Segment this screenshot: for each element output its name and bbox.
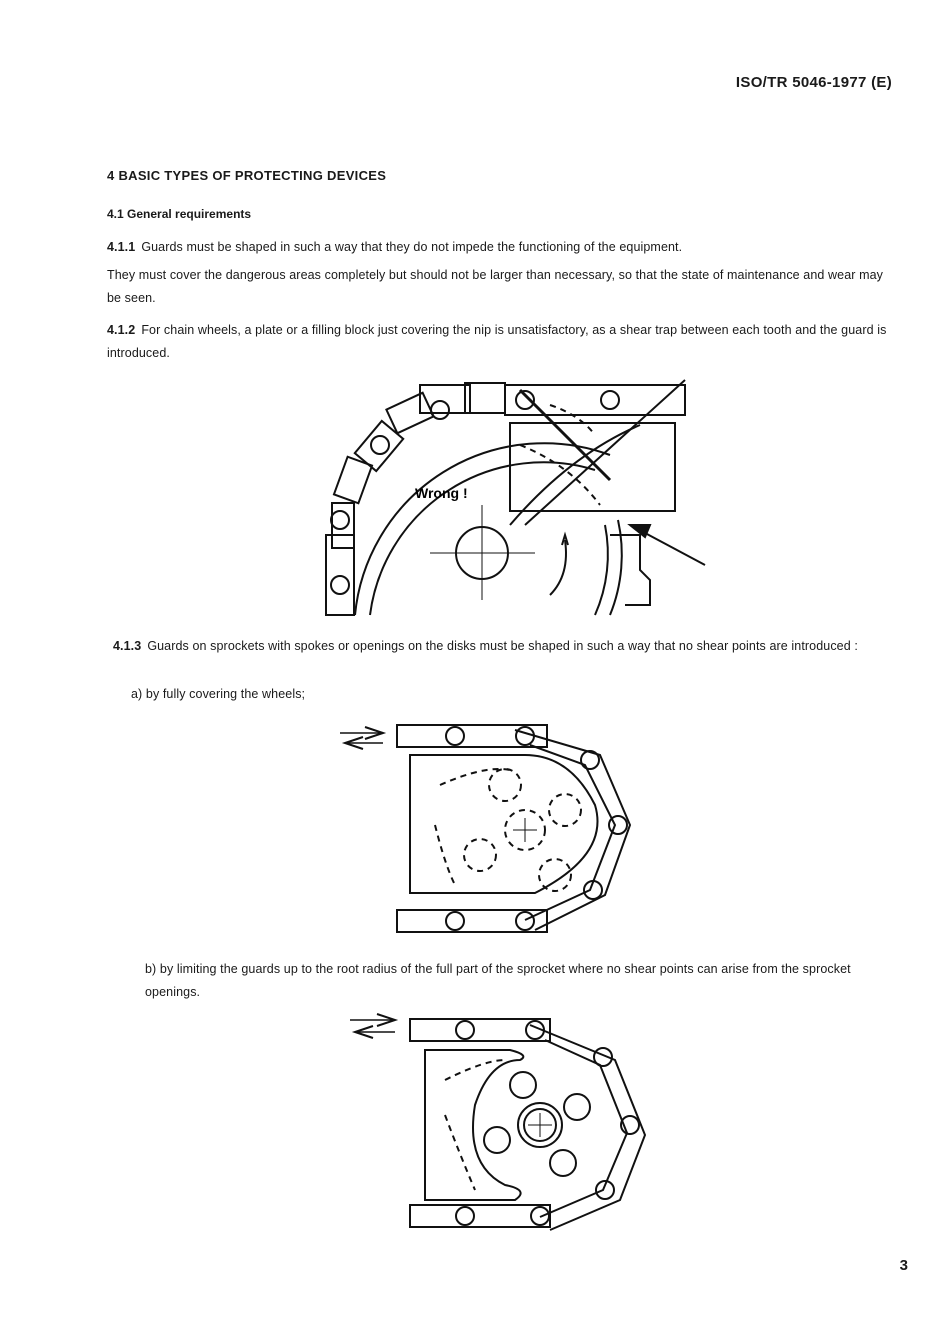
clause-text: For chain wheels, a plate or a filling block just covering the nip is unsatisfactory, as a shear trap between each tooth and the guard is introduced. <box>107 323 887 360</box>
figure-full-cover <box>335 715 645 945</box>
clause-4-1-1-continued <box>107 264 897 310</box>
guard <box>410 755 598 893</box>
figure-chain-wheel-wrong <box>310 375 720 625</box>
clause-text: Guards must be shaped in such a way that they do not impede the functioning of the equipment. <box>141 240 683 254</box>
page-number: 3 <box>899 1257 908 1274</box>
clause-text: They must cover the dangerous areas completely but should not be larger than necessary, so that the state of maintenance and wear may be seen. <box>107 268 884 305</box>
document-id: ISO/TR 5046-1977 (E) <box>735 74 892 91</box>
item-a: a) by fully covering the wheels; <box>131 687 306 701</box>
clause-number: 4.1.2 <box>107 323 136 337</box>
section-title: 4 BASIC TYPES OF PROTECTING DEVICES <box>107 168 387 183</box>
clause-4-1-3 <box>113 635 903 658</box>
clause-number: 4.1.3 <box>113 639 142 653</box>
figure-root-radius-guard <box>345 1005 655 1240</box>
clause-text: Guards on sprockets with spokes or openings on the disks must be shaped in such a way that no shear points are introduced : <box>147 639 858 653</box>
subsection-title: 4.1 General requirements <box>107 207 252 221</box>
wrong-label: Wrong ! <box>415 485 468 501</box>
guard <box>425 1050 523 1200</box>
item-b: b) by limiting the guards up to the root radius of the full part of the sprocket where no shear points can arise from the sprocket openings. <box>145 962 851 999</box>
clause-4-1-2 <box>107 319 897 365</box>
clause-4-1-1 <box>107 236 897 259</box>
clause-number: 4.1.1 <box>107 240 136 254</box>
